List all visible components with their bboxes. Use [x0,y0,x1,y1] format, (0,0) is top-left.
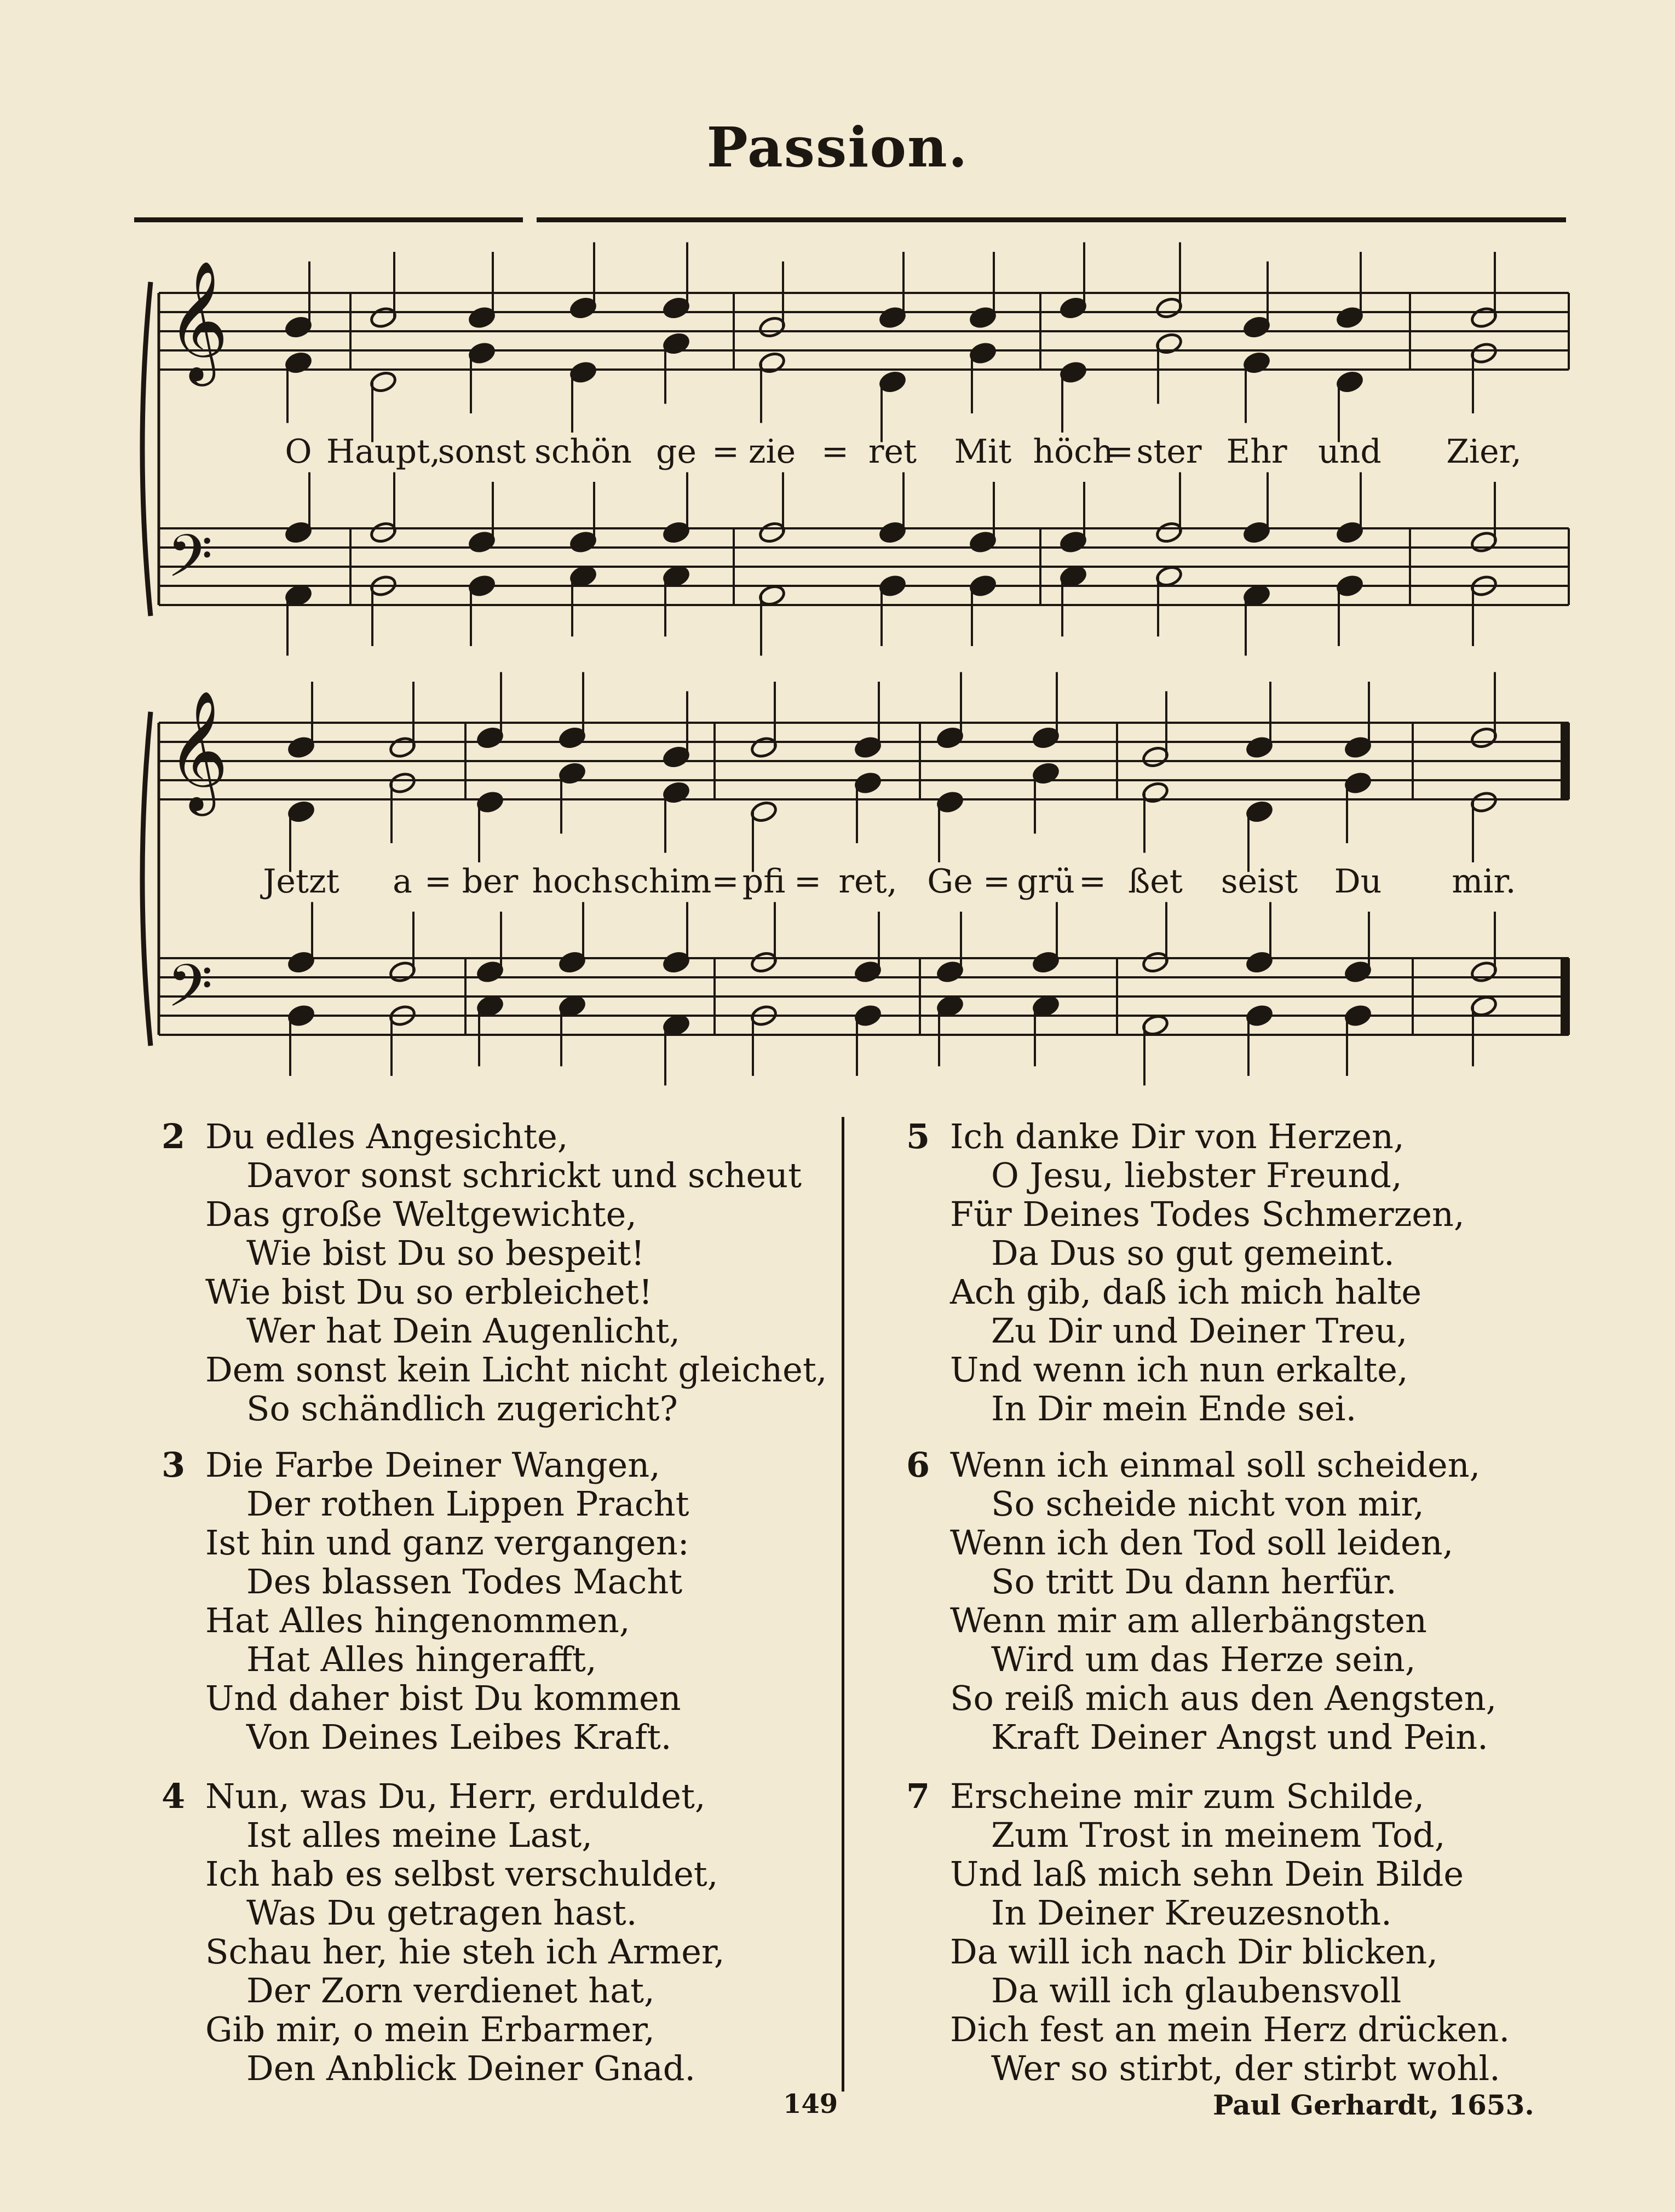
stanza-line: Gib mir, o mein Erbarmer, [205,2009,655,2049]
stanza-line: Von Deines Leibes Kraft. [246,1717,672,1757]
stanza-line: Wie bist Du so bespeit! [246,1233,645,1273]
stanza-line: Der Zorn verdienet hat, [246,1971,655,2011]
syllable: Mit [954,433,1012,471]
stanza-number: 5 [906,1116,930,1156]
stanza-line: Da will ich glaubensvoll [991,1971,1402,2011]
stanza-line: Und daher bist Du kommen [205,1678,681,1718]
stanza-line: Wenn mir am allerbängsten [950,1600,1427,1640]
syllable: Zier, [1446,433,1522,471]
page-title: Passion. [706,115,969,180]
stanza-line: Zu Dir und Deiner Treu, [991,1311,1408,1351]
stanza-line: So tritt Du dann herfür. [991,1562,1397,1602]
syllable: ßet [1128,862,1183,901]
stanza-line: In Deiner Kreuzesnoth. [991,1893,1392,1933]
syllable: Du [1334,862,1382,901]
stanza-line: Und laß mich sehn Dein Bilde [950,1854,1464,1894]
stanza-line: Wer so stirbt, der stirbt wohl. [991,2048,1500,2088]
stanza-line: In Dir mein Ende sei. [991,1389,1357,1428]
syllable: ster [1136,433,1202,471]
syllable: ret [868,433,917,471]
syllable: Ge [927,862,973,901]
syllable: zie [748,433,796,471]
stanza-line: Den Anblick Deiner Gnad. [246,2048,696,2088]
stanza-line: Da Dus so gut gemeint. [991,1233,1395,1273]
syllable: mir. [1452,862,1516,901]
stanza-line: Die Farbe Deiner Wangen, [205,1445,660,1485]
syllable: schim= [613,862,739,901]
stanza-3 [162,1445,689,1757]
stanza-line: Nun, was Du, Herr, erduldet, [205,1776,706,1816]
author-credit: Paul Gerhardt, 1653. [1213,2089,1534,2121]
stanza-line: Wenn ich einmal soll scheiden, [950,1445,1481,1485]
stanza-line: Wie bist Du so erbleichet! [205,1272,653,1312]
syllable: a [393,862,412,901]
stanza-line: Wer hat Dein Augenlicht, [246,1311,681,1351]
bass-clef: 𝄢 [167,521,213,605]
brace [142,712,151,1046]
stanza-line: Und wenn ich nun erkalte, [950,1350,1408,1390]
syllable: = [711,433,740,471]
stanza-7 [906,1776,1510,2088]
final-barline [1561,958,1568,1035]
stanza-line: Ach gib, daß ich mich halte [950,1272,1422,1312]
stanza-number: 3 [162,1445,186,1485]
brace [142,282,151,616]
stanza-line: Ich danke Dir von Herzen, [950,1116,1405,1156]
syllable: hoch [532,862,613,901]
stanza-line: So scheide nicht von mir, [991,1484,1424,1524]
treble-clef: 𝄞 [167,260,229,381]
stanza-line: Wird um das Herze sein, [991,1639,1416,1679]
stanza-line: So schändlich zugericht? [246,1389,678,1428]
stanza-line: Für Deines Todes Schmerzen, [950,1194,1465,1234]
stanza-line: Schau her, hie steh ich Armer, [205,1932,725,1972]
stanza-line: Du edles Angesichte, [205,1116,568,1156]
stanza-line: Der rothen Lippen Pracht [246,1484,689,1524]
syllable: ret, [838,862,897,901]
syllable: O [285,433,312,471]
syllable: höch [1033,433,1114,471]
syllable: = [1106,433,1134,471]
syllable: = [1078,862,1107,901]
syllable: sonst [438,433,526,471]
syllable: Haupt, [326,433,441,471]
stanza-line: Ist hin und ganz vergangen: [205,1523,689,1563]
stanza-line: Erscheine mir zum Schilde, [950,1776,1425,1816]
treble-clef: 𝄞 [167,689,229,811]
stanza-line: Da will ich nach Dir blicken, [950,1932,1438,1972]
stanza-line: Dem sonst kein Licht nicht gleichet, [205,1350,827,1390]
stanza-line: Wenn ich den Tod soll leiden, [950,1523,1454,1563]
stanza-line: Davor sonst schrickt und scheut [246,1155,802,1195]
page-number: 149 [783,2089,838,2119]
syllable: schön [534,433,632,471]
syllable: grü [1017,862,1075,901]
stanza-line: Dich fest an mein Herz drücken. [950,2009,1510,2049]
stanza-5 [906,1116,1465,1428]
syllable: ber [462,862,519,901]
stanza-line: Ich hab es selbst verschuldet, [205,1854,718,1894]
bass-clef: 𝄢 [167,951,213,1035]
syllable: = [793,862,822,901]
column-divider [842,1117,844,2092]
stanza-4 [162,1776,725,2088]
stanza-line: Ist alles meine Last, [246,1815,592,1855]
stanza-number: 2 [162,1116,186,1156]
music-score [0,0,1675,1095]
syllable: Ehr [1226,433,1287,471]
syllable: = [424,862,452,901]
syllable: pfi [742,862,786,901]
stanza-line: Hat Alles hingenommen, [205,1600,630,1640]
stanza-line: Des blassen Todes Macht [246,1562,683,1602]
syllable: seist [1221,862,1298,901]
stanza-number: 7 [906,1776,930,1816]
stanza-line: O Jesu, liebster Freund, [991,1155,1402,1195]
stanza-line: Das große Weltgewichte, [205,1194,637,1234]
stanza-line: Kraft Deiner Angst und Pein. [991,1717,1488,1757]
final-barline [1561,723,1568,799]
syllable: = [982,862,1011,901]
stanza-6 [906,1445,1497,1757]
stanza-line: Zum Trost in meinem Tod, [991,1815,1446,1855]
stanza-line: Was Du getragen hast. [246,1893,637,1933]
stanza-number: 6 [906,1445,930,1485]
syllable: und [1318,433,1382,471]
syllable: Jetzt [263,862,339,901]
stanza-line: So reiß mich aus den Aengsten, [950,1678,1497,1718]
syllable: ge [656,433,697,471]
stanza-line: Hat Alles hingerafft, [246,1639,597,1679]
syllable: = [821,433,849,471]
stanza-number: 4 [162,1776,186,1816]
stanza-2 [162,1116,827,1428]
